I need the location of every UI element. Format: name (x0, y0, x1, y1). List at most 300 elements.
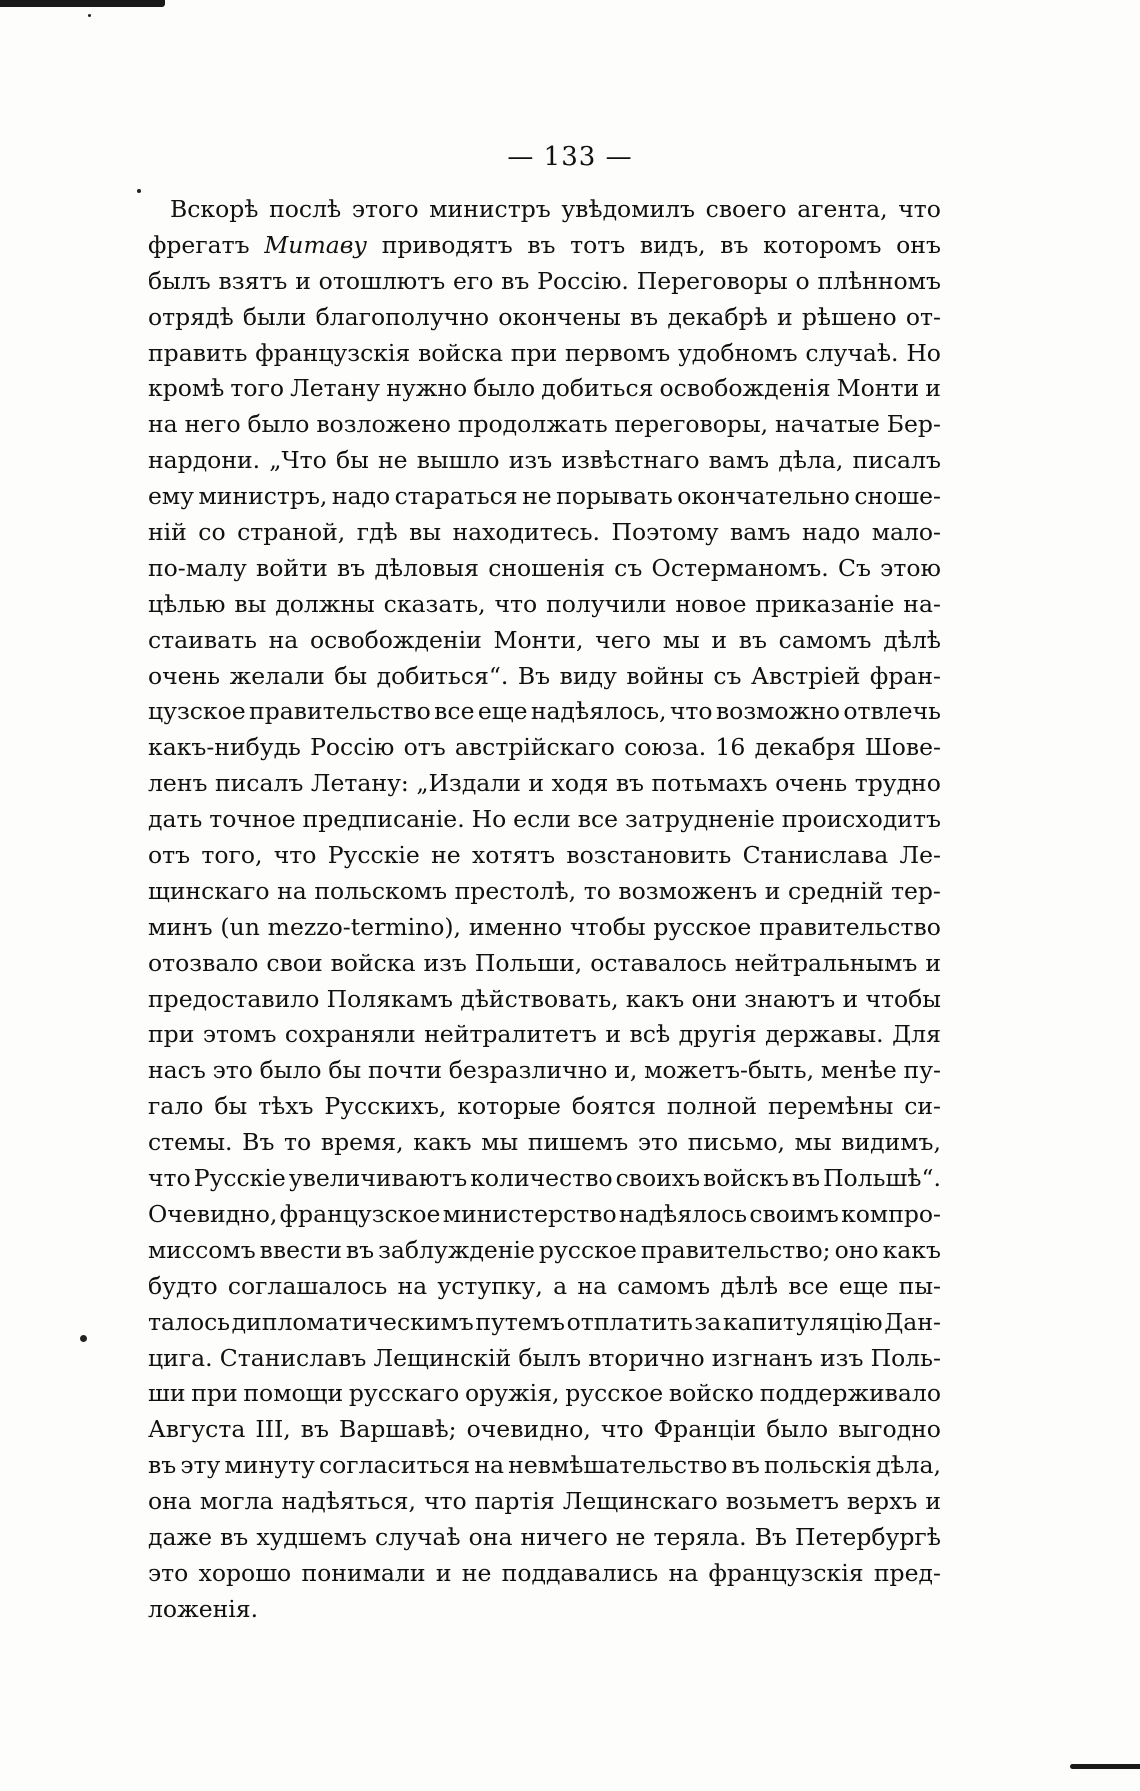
word: и (764, 876, 781, 905)
word: при (148, 1020, 195, 1049)
scan-edge-mark (0, 0, 165, 7)
word: при (510, 338, 558, 367)
word: отошлютъ (318, 266, 446, 295)
word: не (522, 482, 552, 511)
scan-edge-mark (1070, 1764, 1140, 1769)
word: гдѣ (356, 518, 398, 547)
word: менѣе (820, 1056, 897, 1085)
word: не (377, 446, 408, 475)
word: въ (337, 553, 366, 582)
word: могла (199, 1487, 274, 1516)
word: находитесь. (452, 518, 601, 547)
word: вамъ (730, 518, 791, 547)
text-line (148, 1233, 941, 1269)
word: отплатить (566, 1307, 693, 1336)
text-line (148, 300, 941, 336)
word: при (191, 1379, 238, 1408)
word: поддерживало (759, 1379, 941, 1408)
word: стемы. (148, 1128, 233, 1157)
word: не (615, 1522, 646, 1551)
word: отрядѣ (148, 302, 234, 331)
word: потьмахъ (651, 769, 768, 798)
word: получили (546, 589, 667, 618)
word: въ (527, 230, 556, 259)
word: изъ (423, 948, 467, 977)
word: капитуляцію (722, 1307, 883, 1336)
word: Летану (290, 374, 381, 403)
word: не (431, 841, 461, 870)
word: новое (675, 589, 747, 618)
word: она (468, 1522, 513, 1551)
word: стараться (394, 482, 518, 511)
word: Августа (148, 1415, 246, 1444)
word: а (553, 1271, 568, 1300)
word: чтобы (865, 984, 941, 1013)
word: французскія (708, 1558, 864, 1587)
text-line (148, 802, 941, 838)
word: правительство (759, 912, 941, 941)
word: Шове- (864, 733, 941, 762)
word: какъ-нибудь (148, 733, 301, 762)
word: (un (220, 912, 260, 941)
word: худшемъ (256, 1522, 367, 1551)
word: именно (468, 912, 563, 941)
word: си- (904, 1092, 941, 1121)
text-line (148, 1376, 941, 1412)
word: войскъ (703, 1164, 789, 1193)
word: войска (330, 948, 416, 977)
word: ввести (259, 1235, 342, 1264)
word: въ (738, 625, 767, 654)
word: ши (148, 1379, 186, 1408)
word: отозвало (148, 948, 259, 977)
text-line (148, 336, 941, 372)
word: и (711, 625, 728, 654)
word: возложено (316, 410, 451, 439)
word: Варшавѣ; (339, 1415, 457, 1444)
word: щинскаго (148, 876, 270, 905)
word: вамъ (708, 446, 770, 475)
word: въ (501, 266, 530, 295)
word: окончательно (677, 482, 850, 511)
word: Съ (837, 553, 871, 582)
page-number: — 133 — (507, 142, 633, 172)
word: невмѣшательство (508, 1451, 728, 1480)
word: предписаніе. (302, 805, 465, 834)
word: нардони. (148, 446, 261, 475)
word: вторично (588, 1343, 705, 1372)
word: было (259, 1056, 322, 1085)
word: путемъ (475, 1307, 565, 1336)
word: Поль- (870, 1343, 941, 1372)
word: Австріей (751, 661, 861, 690)
word: талось (148, 1307, 231, 1336)
word: очевидно, (466, 1415, 591, 1444)
word: виду (559, 661, 617, 690)
word: фрегатъ (148, 230, 250, 259)
word: „Издали (416, 769, 521, 798)
word: очень (148, 661, 221, 690)
word: Очевидно, (148, 1199, 278, 1228)
word: первомъ (564, 338, 671, 367)
word: вышло (416, 446, 500, 475)
word: возможно (715, 697, 840, 726)
word: мы (794, 1128, 832, 1157)
word: Бер- (886, 410, 941, 439)
word: былъ (518, 1343, 582, 1372)
word: которые (457, 1092, 561, 1121)
word: ему (148, 482, 195, 511)
word: страной, (237, 518, 346, 547)
word: еще (838, 1271, 889, 1300)
word: русское (538, 1235, 637, 1264)
word: III, (255, 1415, 291, 1444)
word: этою (880, 553, 941, 582)
word: войска (418, 338, 503, 367)
ink-speck (88, 14, 91, 17)
word: возможенъ (618, 876, 758, 905)
word: писалъ (852, 446, 941, 475)
text-line (148, 1161, 941, 1197)
word: взятъ (218, 266, 288, 295)
word: Русскихъ, (324, 1092, 447, 1121)
text-line (148, 1089, 941, 1125)
word: бы (214, 1092, 248, 1121)
word: польскомъ (314, 876, 448, 905)
word: то (583, 876, 611, 905)
text-line (148, 1341, 941, 1377)
text-line (148, 479, 941, 515)
word: русское (653, 912, 752, 941)
word: французское (279, 1199, 441, 1228)
word: съ (614, 553, 643, 582)
word: отъ (403, 733, 446, 762)
word: Русскіе (193, 1164, 286, 1193)
word: ленъ (148, 769, 208, 798)
word: порывать (556, 482, 673, 511)
text-line (148, 1197, 941, 1233)
text-line (148, 371, 941, 407)
word: Монти (836, 374, 920, 403)
word: ничего (520, 1522, 608, 1551)
word: очень (775, 769, 848, 798)
word: на (148, 410, 178, 439)
word: и (777, 302, 793, 331)
word: на- (903, 589, 941, 618)
word: Для (892, 1020, 941, 1049)
word: въ (731, 1451, 760, 1480)
word: продолжать (457, 410, 608, 439)
word: ложенія. (148, 1594, 259, 1623)
word: Станиславъ (219, 1343, 367, 1372)
word: Россію (310, 733, 395, 762)
word: войти (256, 553, 328, 582)
word: были (242, 302, 307, 331)
text-line (148, 910, 941, 946)
word: Митаву (264, 230, 368, 259)
word: приказаніе (755, 589, 895, 618)
word: ній (148, 518, 187, 547)
word: что (600, 1415, 644, 1444)
text-line (148, 443, 941, 479)
word: самомъ (778, 625, 872, 654)
word: мы (662, 625, 700, 654)
word: Польши, (474, 948, 583, 977)
word: это (148, 1558, 189, 1587)
word: него (184, 410, 241, 439)
word: на (268, 625, 299, 654)
word: все (434, 697, 475, 726)
word: Дан- (884, 1307, 941, 1336)
word: правительство (249, 697, 431, 726)
word: бы (328, 1056, 362, 1085)
word: мало- (871, 518, 941, 547)
word: со (198, 518, 226, 547)
word: въ (791, 1164, 821, 1193)
text-line (148, 1520, 941, 1556)
word: и (605, 1020, 622, 1049)
word: бы (334, 661, 368, 690)
word: еще (477, 697, 528, 726)
word: гало (148, 1092, 204, 1121)
word: будто (148, 1271, 218, 1300)
word: ходя (551, 769, 609, 798)
word: предоставило (148, 984, 320, 1013)
word: въ (345, 1235, 375, 1264)
word: пред- (873, 1558, 941, 1587)
word: стаивать (148, 625, 257, 654)
word: знаютъ (744, 984, 836, 1013)
word: миссомъ (148, 1235, 256, 1264)
word: Но (906, 338, 941, 367)
word: Но (471, 805, 507, 834)
text-line (148, 551, 941, 587)
word: всѣ (629, 1020, 671, 1049)
word: дѣла, (778, 446, 844, 475)
word: войско (668, 1379, 754, 1408)
word: державы. (765, 1020, 884, 1049)
word: она (148, 1487, 192, 1516)
word: чтобы (570, 912, 646, 941)
word: этомъ (202, 1020, 277, 1049)
word: что (669, 697, 713, 726)
word: поддавались (501, 1558, 659, 1587)
word: „Что (269, 446, 327, 475)
word: того, (201, 841, 263, 870)
word: верхъ (846, 1487, 918, 1516)
word: полной (666, 1092, 758, 1121)
word: дѣлѣ (883, 625, 941, 654)
text-line (148, 1305, 941, 1341)
word: дѣловыя (374, 553, 479, 582)
word: правительство; (640, 1235, 831, 1264)
word: почти (367, 1056, 442, 1085)
text-line (148, 515, 941, 551)
word: Въ (754, 1522, 787, 1551)
word: французскія (255, 338, 411, 367)
word: другія (678, 1020, 757, 1049)
text-line (148, 766, 941, 802)
text-line (148, 730, 941, 766)
word: престолѣ, (454, 876, 577, 905)
word: надо (801, 518, 861, 547)
word: это (212, 1056, 253, 1085)
word: дѣлѣ (720, 1271, 779, 1300)
word: Россію. (537, 266, 629, 295)
word: отъ (148, 841, 191, 870)
word: теряла. (653, 1522, 747, 1551)
word: министерство (442, 1199, 617, 1228)
word: въ (220, 1522, 249, 1551)
word: писалъ (214, 769, 304, 798)
word: фран- (869, 661, 941, 690)
word: сноше- (854, 482, 941, 511)
text-line (148, 946, 941, 982)
word: войны (626, 661, 704, 690)
word: что (423, 1487, 467, 1516)
text-line (148, 982, 941, 1018)
word: цузское (148, 697, 246, 726)
word: министръ, (198, 482, 328, 511)
ink-speck (137, 189, 141, 193)
word: тотъ (570, 230, 626, 259)
word: по-малу (148, 553, 247, 582)
word: изъ (820, 1343, 864, 1372)
word: количество (470, 1164, 613, 1193)
word: Франціи (653, 1415, 757, 1444)
word: пу- (903, 1056, 941, 1085)
word: на (474, 1451, 504, 1480)
word: эту (180, 1451, 221, 1480)
word: дѣла, (875, 1451, 941, 1480)
word: и (528, 769, 545, 798)
word: перемѣны (767, 1092, 894, 1121)
word: австрійскаго (454, 733, 615, 762)
word: затрудненіе (625, 805, 775, 834)
word: надѣялось, (530, 697, 667, 726)
word: рѣшено (801, 302, 897, 331)
word: не (461, 1558, 492, 1587)
word: самомъ (617, 1271, 711, 1300)
text-line (148, 1484, 941, 1520)
word: этого (351, 195, 419, 223)
word: трудно (854, 769, 941, 798)
word: точное (209, 805, 296, 834)
word: понимали (301, 1558, 426, 1587)
word: добиться (541, 374, 654, 403)
word: боятся (571, 1092, 656, 1121)
word: письмо, (687, 1128, 785, 1157)
word: оставалось (590, 948, 727, 977)
word: минуту (224, 1451, 315, 1480)
word: за (694, 1307, 722, 1336)
word: въ (629, 302, 659, 331)
word: средній (787, 876, 884, 905)
ink-speck (80, 1335, 87, 1342)
word: что (273, 841, 317, 870)
word: тер- (890, 876, 941, 905)
word: нужно (386, 374, 468, 403)
word: удобномъ (677, 338, 798, 367)
word: должны (275, 589, 375, 618)
word: своимъ (749, 1199, 839, 1228)
word: бы (335, 446, 369, 475)
word: то (284, 1128, 312, 1157)
text-line (148, 1592, 941, 1628)
word: въ (148, 1451, 177, 1480)
word: какъ (625, 984, 685, 1013)
word: съ (713, 661, 742, 690)
word: на (277, 876, 307, 905)
word: соглашалось (227, 1271, 388, 1300)
word: Ле- (899, 841, 941, 870)
word: помощи (243, 1379, 344, 1408)
word: свои (266, 948, 323, 977)
word: и (925, 948, 941, 977)
word: 16 (715, 733, 746, 762)
word: было (247, 410, 310, 439)
word: это (637, 1128, 679, 1157)
word: оружія, (465, 1379, 560, 1408)
word: возстановить (566, 841, 732, 870)
word: цига. (148, 1343, 213, 1372)
word: о (795, 266, 810, 295)
word: что (898, 195, 941, 223)
text-line (148, 1556, 941, 1592)
word: въ (720, 230, 749, 259)
word: Въ (242, 1128, 275, 1157)
word: декабрѣ (667, 302, 768, 331)
word: освобожденіи (309, 625, 482, 654)
word: надѣяться, (281, 1487, 416, 1516)
word: какъ (882, 1235, 941, 1264)
word: извѣстнаго (561, 446, 700, 475)
text-line (148, 1269, 941, 1305)
word: освобожденія (659, 374, 831, 403)
word: Русскіе (327, 841, 420, 870)
word: mezzo-termino), (267, 912, 462, 941)
text-line (148, 264, 941, 300)
text-line (148, 587, 941, 623)
text-line (148, 228, 941, 264)
word: своего (705, 195, 787, 223)
word: надо (331, 482, 391, 511)
word: минъ (148, 912, 213, 941)
text-line (148, 1412, 941, 1448)
word: компро- (841, 1199, 941, 1228)
word: увеличиваютъ (288, 1164, 468, 1193)
word: выгодно (838, 1415, 941, 1444)
word: происходитъ (781, 805, 941, 834)
word: править (148, 338, 248, 367)
word: партія (474, 1487, 555, 1516)
word: плѣнномъ (817, 266, 941, 295)
word: случаѣ (374, 1522, 461, 1551)
word: агента, (797, 195, 888, 223)
word: и (925, 374, 941, 403)
word: и (842, 984, 859, 1013)
word: пишемъ (527, 1128, 629, 1157)
word: Остерманомъ. (651, 553, 829, 582)
text-line (148, 1448, 941, 1484)
word: благополучно (315, 302, 490, 331)
word: окончены (498, 302, 621, 331)
word: его (452, 266, 494, 295)
word: видъ, (639, 230, 706, 259)
word: даже (148, 1522, 213, 1551)
text-line (148, 623, 941, 659)
word: вы (234, 589, 267, 618)
